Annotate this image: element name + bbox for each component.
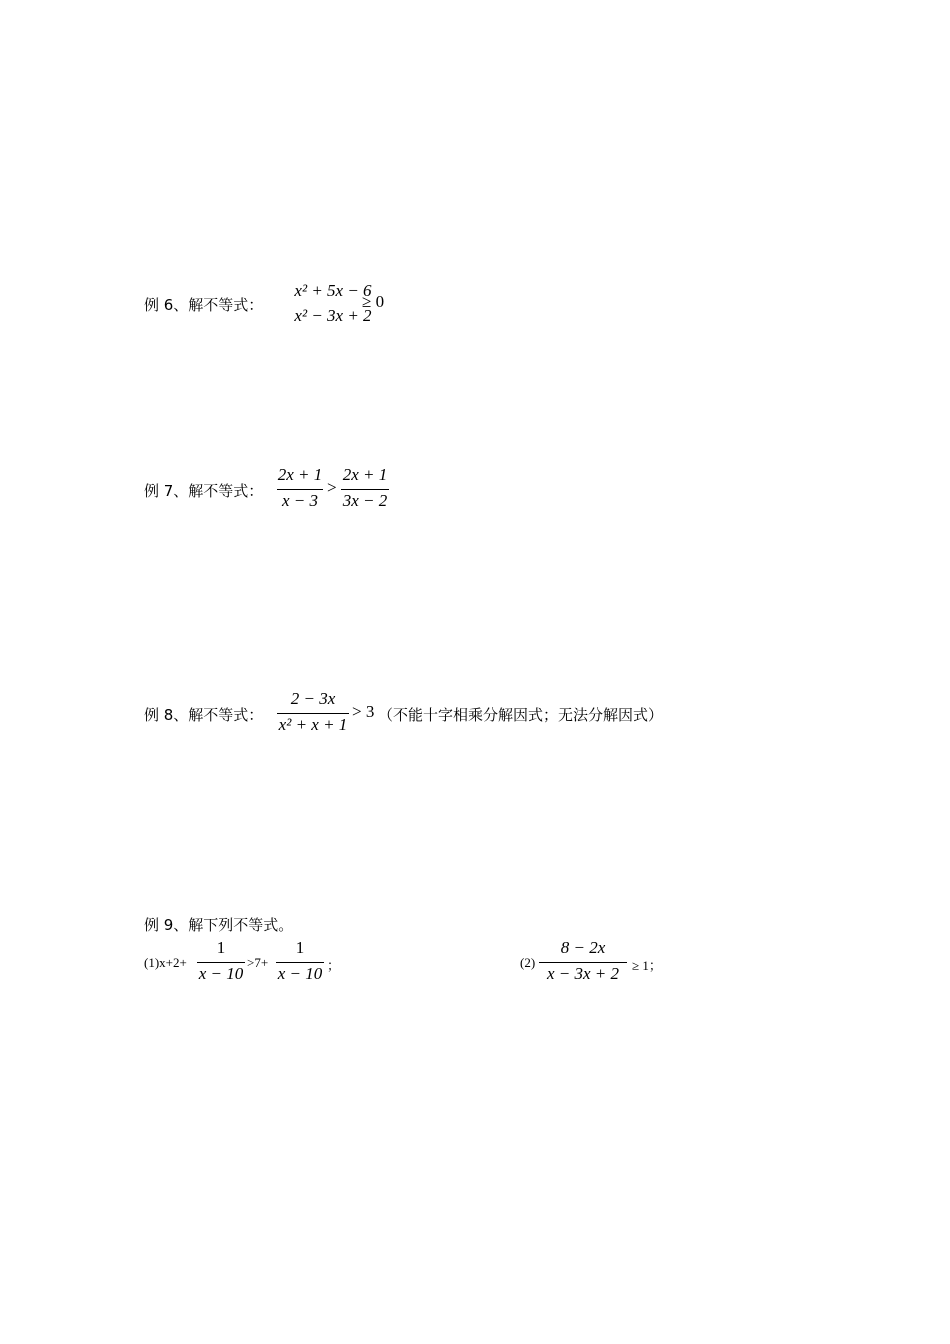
example-9-part-1-fraction-bar-2 — [276, 962, 324, 963]
example-9-part-1-numerator-1: 1 — [216, 938, 226, 957]
example-9-part-1-denominator-1: x − 10 — [198, 964, 244, 983]
example-8-denominator: x² + x + 1 — [278, 715, 348, 734]
example-7-label: 例 7、解不等式： — [144, 482, 264, 500]
example-7-left-numerator: 2x + 1 — [277, 465, 323, 484]
example-9-part-1-middle: >7+ — [247, 955, 269, 970]
example-9-part-1-fraction-bar-1 — [197, 962, 245, 963]
example-9-part-2-prefix: (2) — [520, 955, 536, 970]
example-9-part-1-end: ； — [327, 958, 341, 973]
example-9-part-2-denominator: x − 3x + 2 — [546, 964, 620, 983]
example-7-left-denominator: x − 3 — [281, 491, 319, 510]
example-8-note: （不能十字相乘分解因式；无法分解因式） — [378, 706, 664, 724]
example-8-fraction-bar — [277, 713, 349, 714]
example-9-part-2-numerator: 8 − 2x — [560, 938, 606, 957]
example-9-part-1-denominator-2: x − 10 — [277, 964, 323, 983]
example-7-right-denominator: 3x − 2 — [342, 491, 388, 510]
example-7-left-fraction-bar — [277, 489, 323, 490]
example-6-relation: ≥ 0 — [362, 292, 385, 311]
example-6-label: 例 6、解不等式： — [144, 296, 264, 314]
example-8-relation: > 3 — [352, 702, 375, 721]
example-7-right-fraction-bar — [341, 489, 389, 490]
example-6-denominator: x² − 3x + 2 — [294, 306, 372, 325]
example-9-part-1-prefix: (1)x+2+ — [144, 955, 187, 970]
example-9-part-1-numerator-2: 1 — [295, 938, 305, 957]
example-9-part-2-fraction-bar — [539, 962, 627, 963]
example-6-numerator: x² + 5x − 6 — [294, 281, 372, 300]
example-8-numerator: 2 − 3x — [290, 689, 336, 708]
example-8-label: 例 8、解不等式： — [144, 706, 264, 724]
example-7-operator: > — [327, 478, 337, 497]
example-9-label: 例 9、解下列不等式。 — [144, 916, 294, 934]
example-7-right-numerator: 2x + 1 — [342, 465, 388, 484]
example-9-part-2-relation: ≥ 1； — [632, 958, 662, 973]
